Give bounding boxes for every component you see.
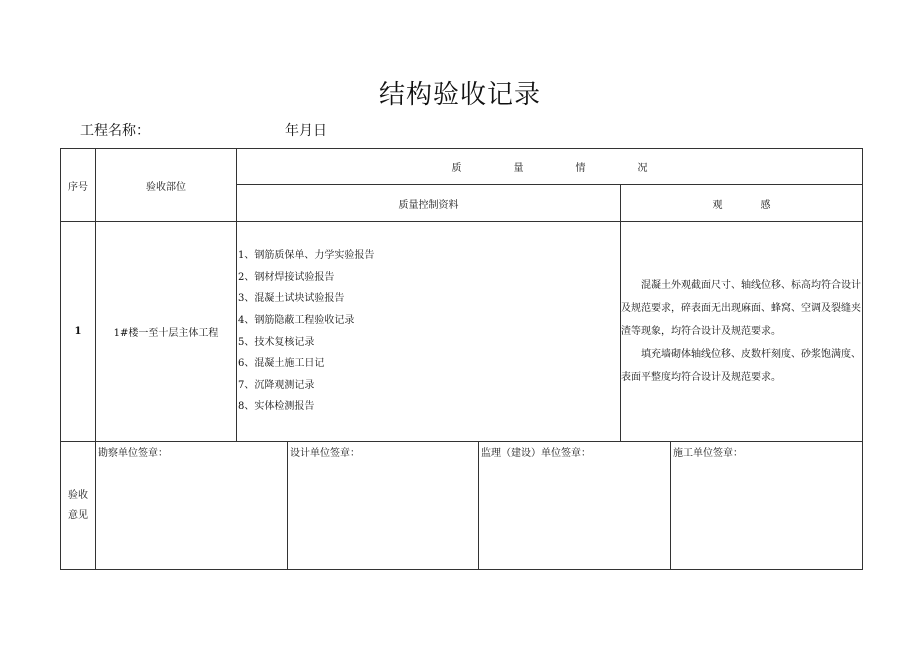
header-no: 序号	[61, 149, 96, 222]
construction-unit-signature: 施工单位签章：	[671, 442, 863, 570]
row-no: 1	[61, 222, 96, 442]
date-label: 年月日	[285, 123, 327, 139]
appearance-notes	[621, 222, 863, 442]
header-quality-status	[237, 149, 863, 185]
control-doc-item: 2、钢材焊接试验报告	[238, 271, 335, 283]
header-part: 验收部位	[96, 149, 237, 222]
control-doc-item: 8、实体检测报告	[238, 401, 315, 413]
appearance-paragraph: 填充墙砌体轴线位移、皮数杆刻度、砂浆饱满度、表面平整度均符合设计及规范要求。	[621, 349, 861, 383]
control-docs-list	[237, 222, 621, 442]
control-doc-item: 7、沉降观测记录	[238, 379, 315, 391]
control-doc-item: 3、混凝土试块试验报告	[238, 293, 345, 305]
acceptance-label-line: 验收	[68, 489, 88, 501]
header-appearance	[621, 185, 863, 222]
header-appearance-text: 观感	[712, 199, 809, 211]
control-doc-item: 1、钢筋质保单、力学实验报告	[238, 250, 375, 262]
survey-unit-signature: 勘察单位签章：	[96, 442, 288, 570]
control-doc-item: 4、钢筋隐蔽工程验收记录	[238, 314, 355, 326]
acceptance-record-table	[60, 148, 863, 570]
appearance-paragraph: 混凝土外观截面尺寸、轴线位移、标高均符合设计及规范要求，碎表面无出现麻面、蜂窝、空调及裂缝夹渣等现象，均符合设计及规范要求。	[621, 280, 861, 337]
header-control-docs: 质量控制资料	[237, 185, 621, 222]
project-name-label: 工程名称：	[80, 123, 150, 139]
row-part: 1#楼一至十层主体工程	[96, 222, 237, 442]
header-quality-status-text: 质量情况	[451, 163, 700, 174]
design-unit-signature: 设计单位签章：	[288, 442, 479, 570]
acceptance-label-line: 意见	[68, 509, 88, 521]
control-doc-item: 6、混凝土施工日记	[238, 358, 325, 370]
supervision-unit-signature: 监理（建设）单位签章：	[479, 442, 671, 570]
control-doc-item: 5、技术复核记录	[238, 336, 315, 348]
document-title: 结构验收记录	[378, 80, 541, 110]
acceptance-opinion-label	[61, 442, 96, 570]
